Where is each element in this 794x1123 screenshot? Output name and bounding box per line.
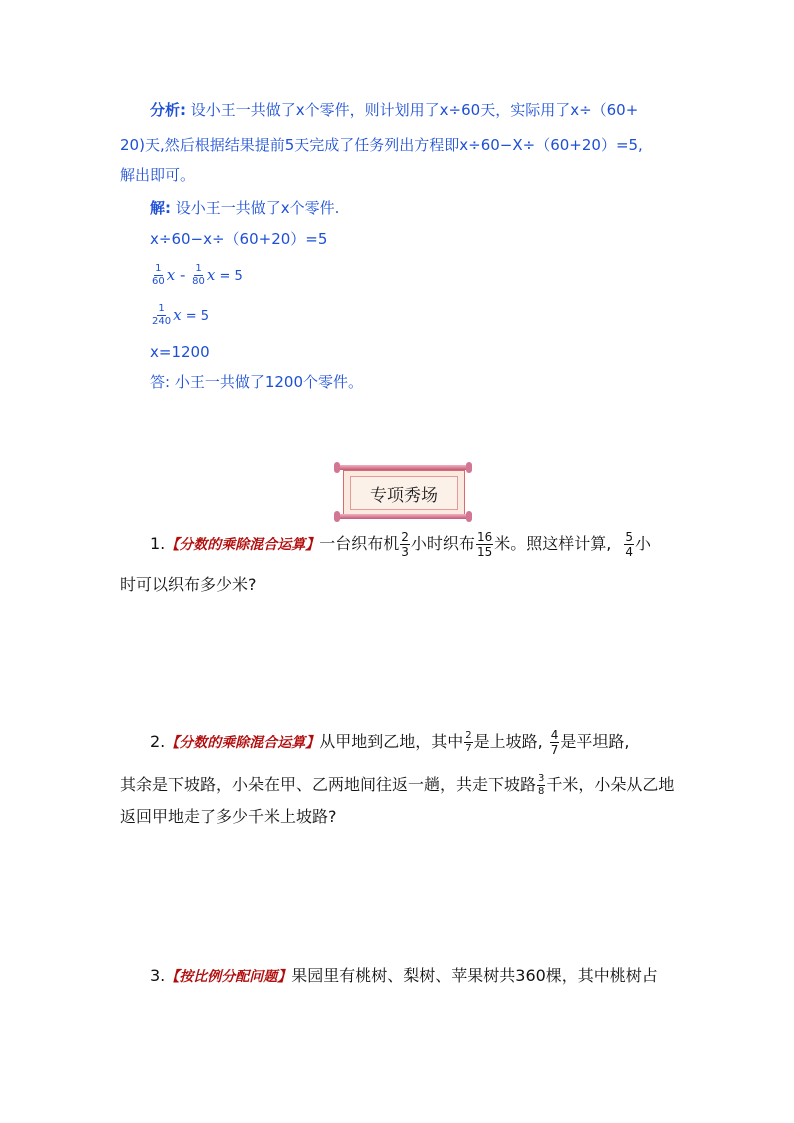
fraction-1-80: $\frac{1}{80}$ — [192, 263, 205, 287]
problem-tag: 【分数的乘除混合运算】 — [165, 537, 320, 553]
analysis-text-1: 设小王一共做了x个零件，则计划用了x÷60天，实际用了x÷（60+ — [190, 101, 639, 119]
equation-1 — [150, 229, 327, 249]
equals-5: = 5 — [181, 309, 209, 324]
problem-text: 是平坦路, — [560, 732, 630, 751]
problem-text: 果园里有桃树、梨树、苹果树共360棵，其中桃树占 — [291, 966, 658, 985]
fraction-2-7: $\frac{2}{7}$ — [465, 730, 472, 754]
fraction-1-240: $\frac{1}{240}$ — [152, 303, 172, 327]
scroll-cap — [334, 462, 340, 473]
problem-tag: 【分数的乘除混合运算】 — [165, 735, 320, 751]
problem-text: 是上坡路, — [473, 732, 543, 751]
solution-intro-line — [150, 198, 339, 218]
problem-number: 3. — [150, 966, 166, 985]
problem-number: 2. — [150, 732, 166, 751]
scroll-cap — [334, 511, 340, 522]
var-x: x — [173, 306, 182, 324]
fraction-16-15: $\frac{16}{15}$ — [476, 530, 493, 559]
equation-4-text: x=1200 — [150, 343, 210, 361]
var-x: x — [206, 266, 216, 284]
answer-line — [150, 372, 363, 392]
problem-text: 千米，小朵从乙地 — [546, 775, 675, 794]
problem-tag: 【按比例分配问题】 — [165, 969, 292, 985]
analysis-line-1 — [150, 100, 638, 120]
scroll-inner — [350, 476, 458, 510]
fraction-3-8: $\frac{3}{8}$ — [538, 773, 545, 797]
problem-2-line-2 — [120, 770, 674, 800]
problem-text: 米。照这样计算, — [494, 534, 612, 553]
analysis-line-2 — [120, 135, 643, 155]
fraction-1-60: $\frac{1}{60}$ — [152, 263, 165, 287]
scroll-cap — [466, 511, 472, 522]
scroll-rod-bottom — [334, 514, 472, 519]
equation-1-text: x÷60−x÷（60+20）=5 — [150, 230, 328, 248]
equation-2 — [150, 258, 243, 292]
problem-text: 小 — [634, 534, 651, 553]
analysis-label: 分析: — [150, 101, 186, 119]
fraction-4-7: $\frac{4}{7}$ — [550, 728, 559, 757]
problem-text: 从甲地到乙地，其中 — [319, 732, 464, 751]
problem-text: 小时织布 — [410, 534, 475, 553]
problem-2-line-3 — [120, 807, 337, 827]
scroll-body — [343, 470, 465, 516]
answer-text: 答: 小王一共做了1200个零件。 — [150, 373, 363, 391]
fraction-5-4: $\frac{5}{4}$ — [625, 530, 633, 559]
problem-1-line-2 — [120, 575, 257, 595]
analysis-line-3 — [120, 165, 195, 185]
section-banner — [334, 461, 472, 523]
analysis-text-2: 20)天,然后根据结果提前5天完成了任务列出方程即x÷60−X÷（60+20）=5, — [120, 136, 643, 154]
problem-2-line-1 — [150, 723, 629, 761]
banner-title: 专项秀场 — [370, 485, 438, 506]
problem-text: 其余是下坡路，小朵在甲、乙两地间往返一趟，共走下坡路 — [120, 775, 537, 794]
problem-text: 一台织布机 — [319, 534, 400, 553]
solution-intro: 设小王一共做了x个零件. — [175, 199, 340, 217]
problem-text: 返回甲地走了多少千米上坡路? — [120, 807, 337, 826]
problem-1-line-1 — [150, 525, 651, 563]
problem-3-line-1 — [150, 966, 658, 987]
fraction-2-3: $\frac{2}{3}$ — [401, 530, 409, 559]
var-x: x — [166, 266, 176, 284]
problem-text: 时可以织布多少米? — [120, 575, 257, 594]
minus: - — [175, 266, 191, 284]
equals-5: = 5 — [215, 269, 243, 284]
problem-number: 1. — [150, 534, 166, 553]
solution-label: 解: — [150, 199, 171, 217]
analysis-text-3: 解出即可。 — [120, 166, 196, 184]
equation-4 — [150, 342, 210, 362]
equation-3 — [150, 298, 209, 332]
scroll-cap — [466, 462, 472, 473]
